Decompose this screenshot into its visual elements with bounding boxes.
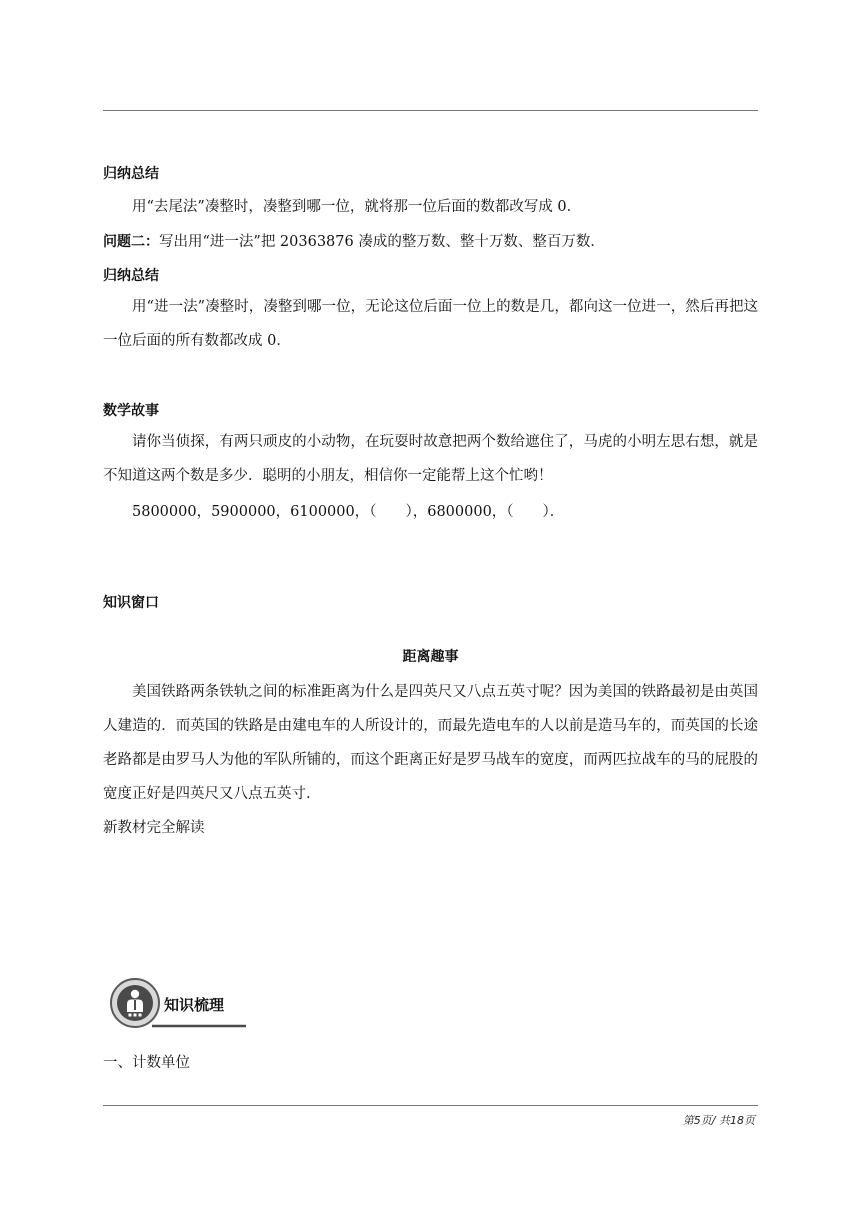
summary2-text: 用“进一法”凑整时，凑整到哪一位，无论这位后面一位上的数是几，都向这一位进一，然后再把这一位后面的所有数都改成 0． bbox=[103, 299, 758, 349]
page-number: 第5页/ 共18页 bbox=[682, 1114, 755, 1127]
badge-label: 知识梳理 bbox=[164, 996, 225, 1014]
summary1-text: 用“去尾法”凑整时，凑整到哪一位，就将那一位后面的数都改写成 0． bbox=[132, 199, 582, 215]
footer-rule bbox=[103, 1105, 758, 1106]
window-text: 美国铁路两条铁轨之间的标准距离为什么是四英尺又八点五英寸呢？因为美国的铁路最初是由英国人建造的．而英国的铁路是由建电车的人所设计的，而最先造电车的人以前是造马车的，而英国的长途老路都是由罗马人为他的军队所铺的，而这个距离正好是罗马战车的宽度，而两匹拉战车的马的屁股的宽度正好是四英尺又八点五英寸． bbox=[103, 684, 758, 802]
question2-text: 写出用“进一法”把 20363876 凑成的整万数、整十万数、整百万数． bbox=[159, 234, 605, 250]
question2 bbox=[103, 232, 605, 252]
question2-label: 问题二： bbox=[103, 234, 159, 250]
header-rule bbox=[103, 110, 758, 111]
summary2-heading: 归纳总结 bbox=[103, 268, 159, 284]
window-heading: 知识窗口 bbox=[103, 595, 159, 611]
unit-heading: 一、计数单位 bbox=[103, 1055, 190, 1071]
story-heading: 数学故事 bbox=[103, 403, 159, 419]
story-sequence: 5800000，5900000，6100000，（ ），6800000，（ ）． bbox=[132, 504, 565, 520]
summary1-heading: 归纳总结 bbox=[103, 166, 159, 182]
new-textbook-label: 新教材完全解读 bbox=[103, 820, 205, 836]
story-text: 请你当侦探，有两只顽皮的小动物，在玩耍时故意把两个数给遮住了，马虎的小明左思右想，就是不知道这两个数是多少．聪明的小朋友，相信你一定能帮上这个忙哟！ bbox=[103, 434, 758, 484]
window-title: 距离趣事 bbox=[402, 649, 459, 665]
